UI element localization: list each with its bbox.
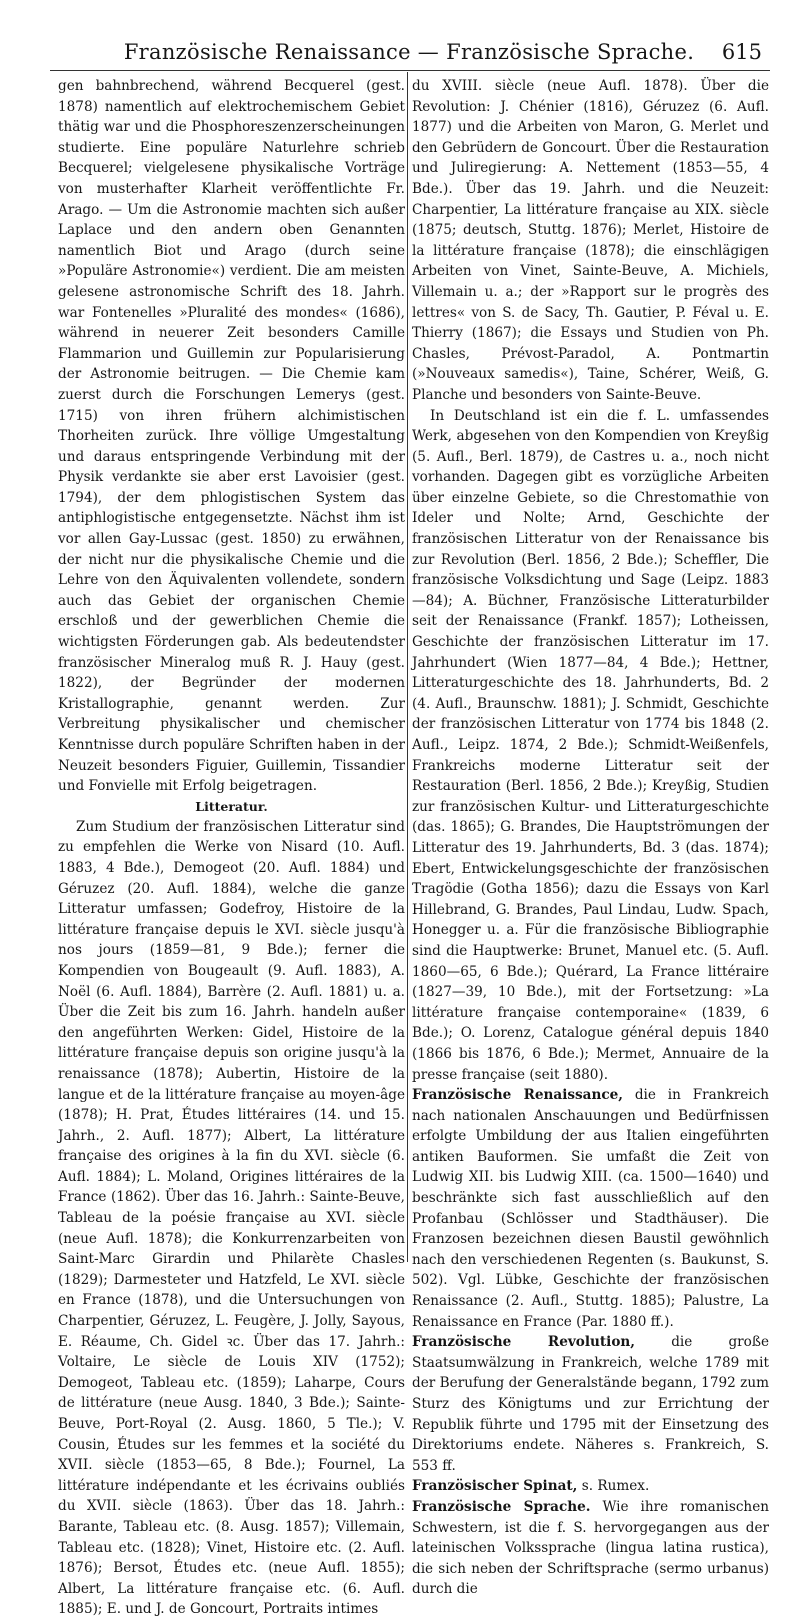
entry-text: Wie ihre romanischen Schwestern, ist die f. S. hervorgegangen aus der lateinischen Volkssprache (lingua latina rustica), die sich neben der Schriftsprache (sermo urbanus) durch die [412, 1498, 769, 1598]
entry-headword: Französische Renaissance, [412, 1087, 624, 1104]
entry-headword: Französische Sprache. [412, 1498, 591, 1515]
left-column [58, 76, 405, 1618]
entry-text: die große Staatsumwälzung in Frankreich, welche 1789 mit der Berufung der Generalstände begann, 1792 zum Sturz des Königtums und zur Errichtung der Republik führte und 1795 mit der Einsetzung des Direktoriums endete. Näheres s. Frankreich, S. 553 ff. [412, 1334, 769, 1474]
entry-franzoesische-revolution [412, 1332, 769, 1476]
running-title: Französische Renaissance — Französische Sprache. [123, 40, 695, 64]
page-header [56, 40, 762, 74]
column-divider [407, 72, 408, 1262]
entry-franzoesische-renaissance [412, 1085, 769, 1332]
entry-text: die in Frankreich nach nationalen Anschauungen und Bedürfnissen erfolgte Umbildung der aus Italien eingeführten antiken Bauformen. Sie umfaßt die Zeit von Ludwig XII. bis Ludwig XIII. (ca. 1500—1640) und beschränkte sich fast ausschließlich auf den Profanbau (Schlösser und Stadthäuser). Die Franzosen bezeichnen diesen Baustil gewöhnlich nach den verschiedenen Regenten (s. Baukunst, S. 502). Vgl. Lübke, Geschichte der französischen Renaissance (2. Aufl., Stuttg. 1885); Palustre, La Renaissance en France (Par. 1880 ff.). [412, 1087, 769, 1330]
entry-headword: Französische Revolution, [412, 1334, 636, 1351]
german-literature-paragraph: In Deutschland ist ein die f. L. umfassendes Werk, abgesehen von den Kompendien von Kreyßig (5. Aufl., Berl. 1879), de Castres u. a., noch nicht vorhanden. Dagegen gibt es vorzügliche Arbeiten über einzelne Gebiete, so die Chrestomathie von Ideler und Nolte; Arnd, Geschichte der französischen Litteratur von der Renaissance bis zur Revolution (Berl. 1856, 2 Bde.); Scheffler, Die französische Volksdichtung und Sage (Leipz. 1883—84); A. Büchner, Französische Litteraturbilder seit der Renaissance (Frankf. 1857); Lotheissen, Geschichte der französischen Litteratur im 17. Jahrhundert (Wien 1877—84, 4 Bde.); Hettner, Litteraturgeschichte des 18. Jahrhunderts, Bd. 2 (4. Aufl., Braunschw. 1881); J. Schmidt, Geschichte der französischen Litteratur von 1774 bis 1848 (2. Aufl., Leipz. 1874, 2 Bde.); Schmidt-Weißenfels, Frankreichs moderne Litteratur seit der Restauration (Berl. 1856, 2 Bde.); Kreyßig, Studien zur französischen Kultur- und Litteraturgeschichte (das. 1865); G. Brandes, Die Hauptströmungen der Litteratur des 19. Jahrhunderts, Bd. 3 (das. 1874); Ebert, Entwickelungsgeschichte der französischen Tragödie (Gotha 1856); dazu die Essays von Karl Hillebrand, G. Brandes, Paul Lindau, Ludw. Spach, Honegger u. a. Für die französische Bibliographie sind die Hauptwerke: Brunet, Manuel etc. (5. Aufl. 1860—65, 6 Bde.); Quérard, La France littéraire (1827—39, 10 Bde.), mit der Fortsetzung: »La littérature française contemporaine« (1839, 6 Bde.); O. Lorenz, Catalogue général depuis 1840 (1866 bis 1876, 6 Bde.); Mermet, Annuaire de la presse française (seit 1880). [412, 407, 769, 1083]
entry-headword: Französischer Spinat, [412, 1478, 578, 1495]
header-rule [50, 70, 770, 71]
right-column [412, 76, 769, 1598]
literature-continued-paragraph: du XVIII. siècle (neue Aufl. 1878). Über die Revolution: J. Chénier (1816), Géruzez (6. Aufl. 1877) und die Arbeiten von Maron, G. Merlet und den Gebrüdern de Goncourt. Über die Restauration und Juliregierung: A. Nettement (1853—55, 4 Bde.). Über das 19. Jahrh. und die Neuzeit: Charpentier, La littérature française au XIX. siècle (1875; deutsch, Stuttg. 1876); Merlet, Histoire de la littérature française (1878); die einschlägigen Arbeiten von Vinet, Sainte-Beuve, A. Michiels, Villemain u. a.; der »Rapport sur le progrès des lettres« von S. de Sacy, Th. Gautier, P. Féval u. E. Thierry (1867); die Essays und Studien von Ph. Chasles, Prévost-Paradol, A. Pontmartin (»Nouveaux samedis«), Taine, Schérer, Weiß, G. Planche und besonders von Sainte-Beuve. [412, 78, 769, 403]
entry-text: s. Rumex. [577, 1478, 650, 1495]
page-number: 615 [721, 40, 762, 64]
entry-franzoesischer-spinat [412, 1476, 769, 1497]
science-paragraph: gen bahnbrechend, während Becquerel (gest. 1878) namentlich auf elektrochemischem Gebiet thätig war und die Phosphoreszenzerscheinungen studierte. Eine populäre Naturlehre schrieb Becquerel; vielgelesene physikalische Vorträge von musterhafter Klarheit veröffentlichte Fr. Arago. — Um die Astronomie machten sich außer Laplace und den andern oben Genannten namentlich Biot und Arago (durch seine »Populäre Astronomie«) verdient. Die am meisten gelesene astronomische Schrift des 18. Jahrh. war Fontenelles »Pluralité des mondes« (1686), während in neuerer Zeit besonders Camille Flammarion und Guillemin zur Popularisierung der Astronomie beitrugen. — Die Chemie kam zuerst durch die Forschungen Lemerys (gest. 1715) von ihren frühern alchimistischen Thorheiten zurück. Ihre völlige Umgestaltung und daraus entspringende Verbindung mit der Physik verdankte sie aber erst Lavoisier (gest. 1794), der dem phlogistischen System das antiphlogistische entgegensetzte. Nächst ihm ist vor allen Gay-Lussac (gest. 1850) zu erwähnen, der nicht nur die physikalische Chemie und die Lehre von den Äquivalenten vollendete, sondern auch das Gebiet der organischen Chemie erschloß und der gewerblichen Chemie die wichtigsten Förderungen gab. Als bedeutendster französischer Mineralog muß R. J. Hauy (gest. 1822), der Begründer der modernen Kristallographie, genannt werden. Zur Verbreitung physikalischer und chemischer Kenntnisse durch populäre Schriften haben in der Neuzeit besonders Figuier, Guillemin, Tissandier und Fonvielle mit Erfolg beigetragen. [58, 78, 405, 795]
entry-franzoesische-sprache [412, 1497, 769, 1600]
literature-paragraph: Zum Studium der französischen Litteratur sind zu empfehlen die Werke von Nisard (10. Aufl. 1883, 4 Bde.), Demogeot (20. Aufl. 1884) und Géruzez (20. Aufl. 1884), welche die ganze Litteratur umfassen; Godefroy, Histoire de la littérature française depuis le XVI. siècle jusqu'à nos jours (1859—81, 9 Bde.); ferner die Kompendien von Bougeault (9. Aufl. 1883), A. Noël (6. Aufl. 1884), Barrère (2. Aufl. 1881) u. a. Über die Zeit bis zum 16. Jahrh. handeln außer den angeführten Werken: Gidel, Histoire de la littérature française depuis son origine jusqu'à la renaissance (1878); Aubertin, Histoire de la langue et de la littérature française au moyen-âge (1878); H. Prat, Études littéraires (14. und 15. Jahrh., 2. Aufl. 1877); Albert, La littérature française des origines à la fin du XVI. siècle (6. Aufl. 1884); L. Moland, Origines littéraires de la France (1862). Über das 16. Jahrh.: Sainte-Beuve, Tableau de la poésie française au XVI. siècle (neue Aufl. 1878); die Konkurrenzarbeiten von Saint-Marc Girardin und Philarète Chasles (1829); Darmesteter und Hatzfeld, Le XVI. siècle en France (1878), und die Untersuchungen von Charpentier, Géruzez, L. Feugère, J. Jolly, Sayous, E. Réaume, Ch. Gidel ꝛc. Über das 17. Jahrh.: Voltaire, Le siècle de Louis XIV (1752); Demogeot, Tableau etc. (1859); Laharpe, Cours de littérature (neue Ausg. 1840, 3 Bde.); Sainte-Beuve, Port-Royal (2. Ausg. 1860, 5 Tle.); V. Cousin, Études sur les femmes et la société du XVII. siècle (1853—65, 8 Bde.); Fournel, La littérature indépendante et les écrivains oubliés du XVII. siècle (1863). Über das 18. Jahrh.: Barante, Tableau etc. (8. Ausg. 1857); Villemain, Tableau etc. (1828); Vinet, Histoire etc. (2. Aufl. 1876); Bersot, Études etc. (neue Aufl. 1855); Albert, La littérature française etc. (6. Aufl. 1885); E. und J. de Goncourt, Portraits intimes [58, 818, 405, 1618]
section-heading-litteratur: Litteratur. [195, 798, 268, 814]
